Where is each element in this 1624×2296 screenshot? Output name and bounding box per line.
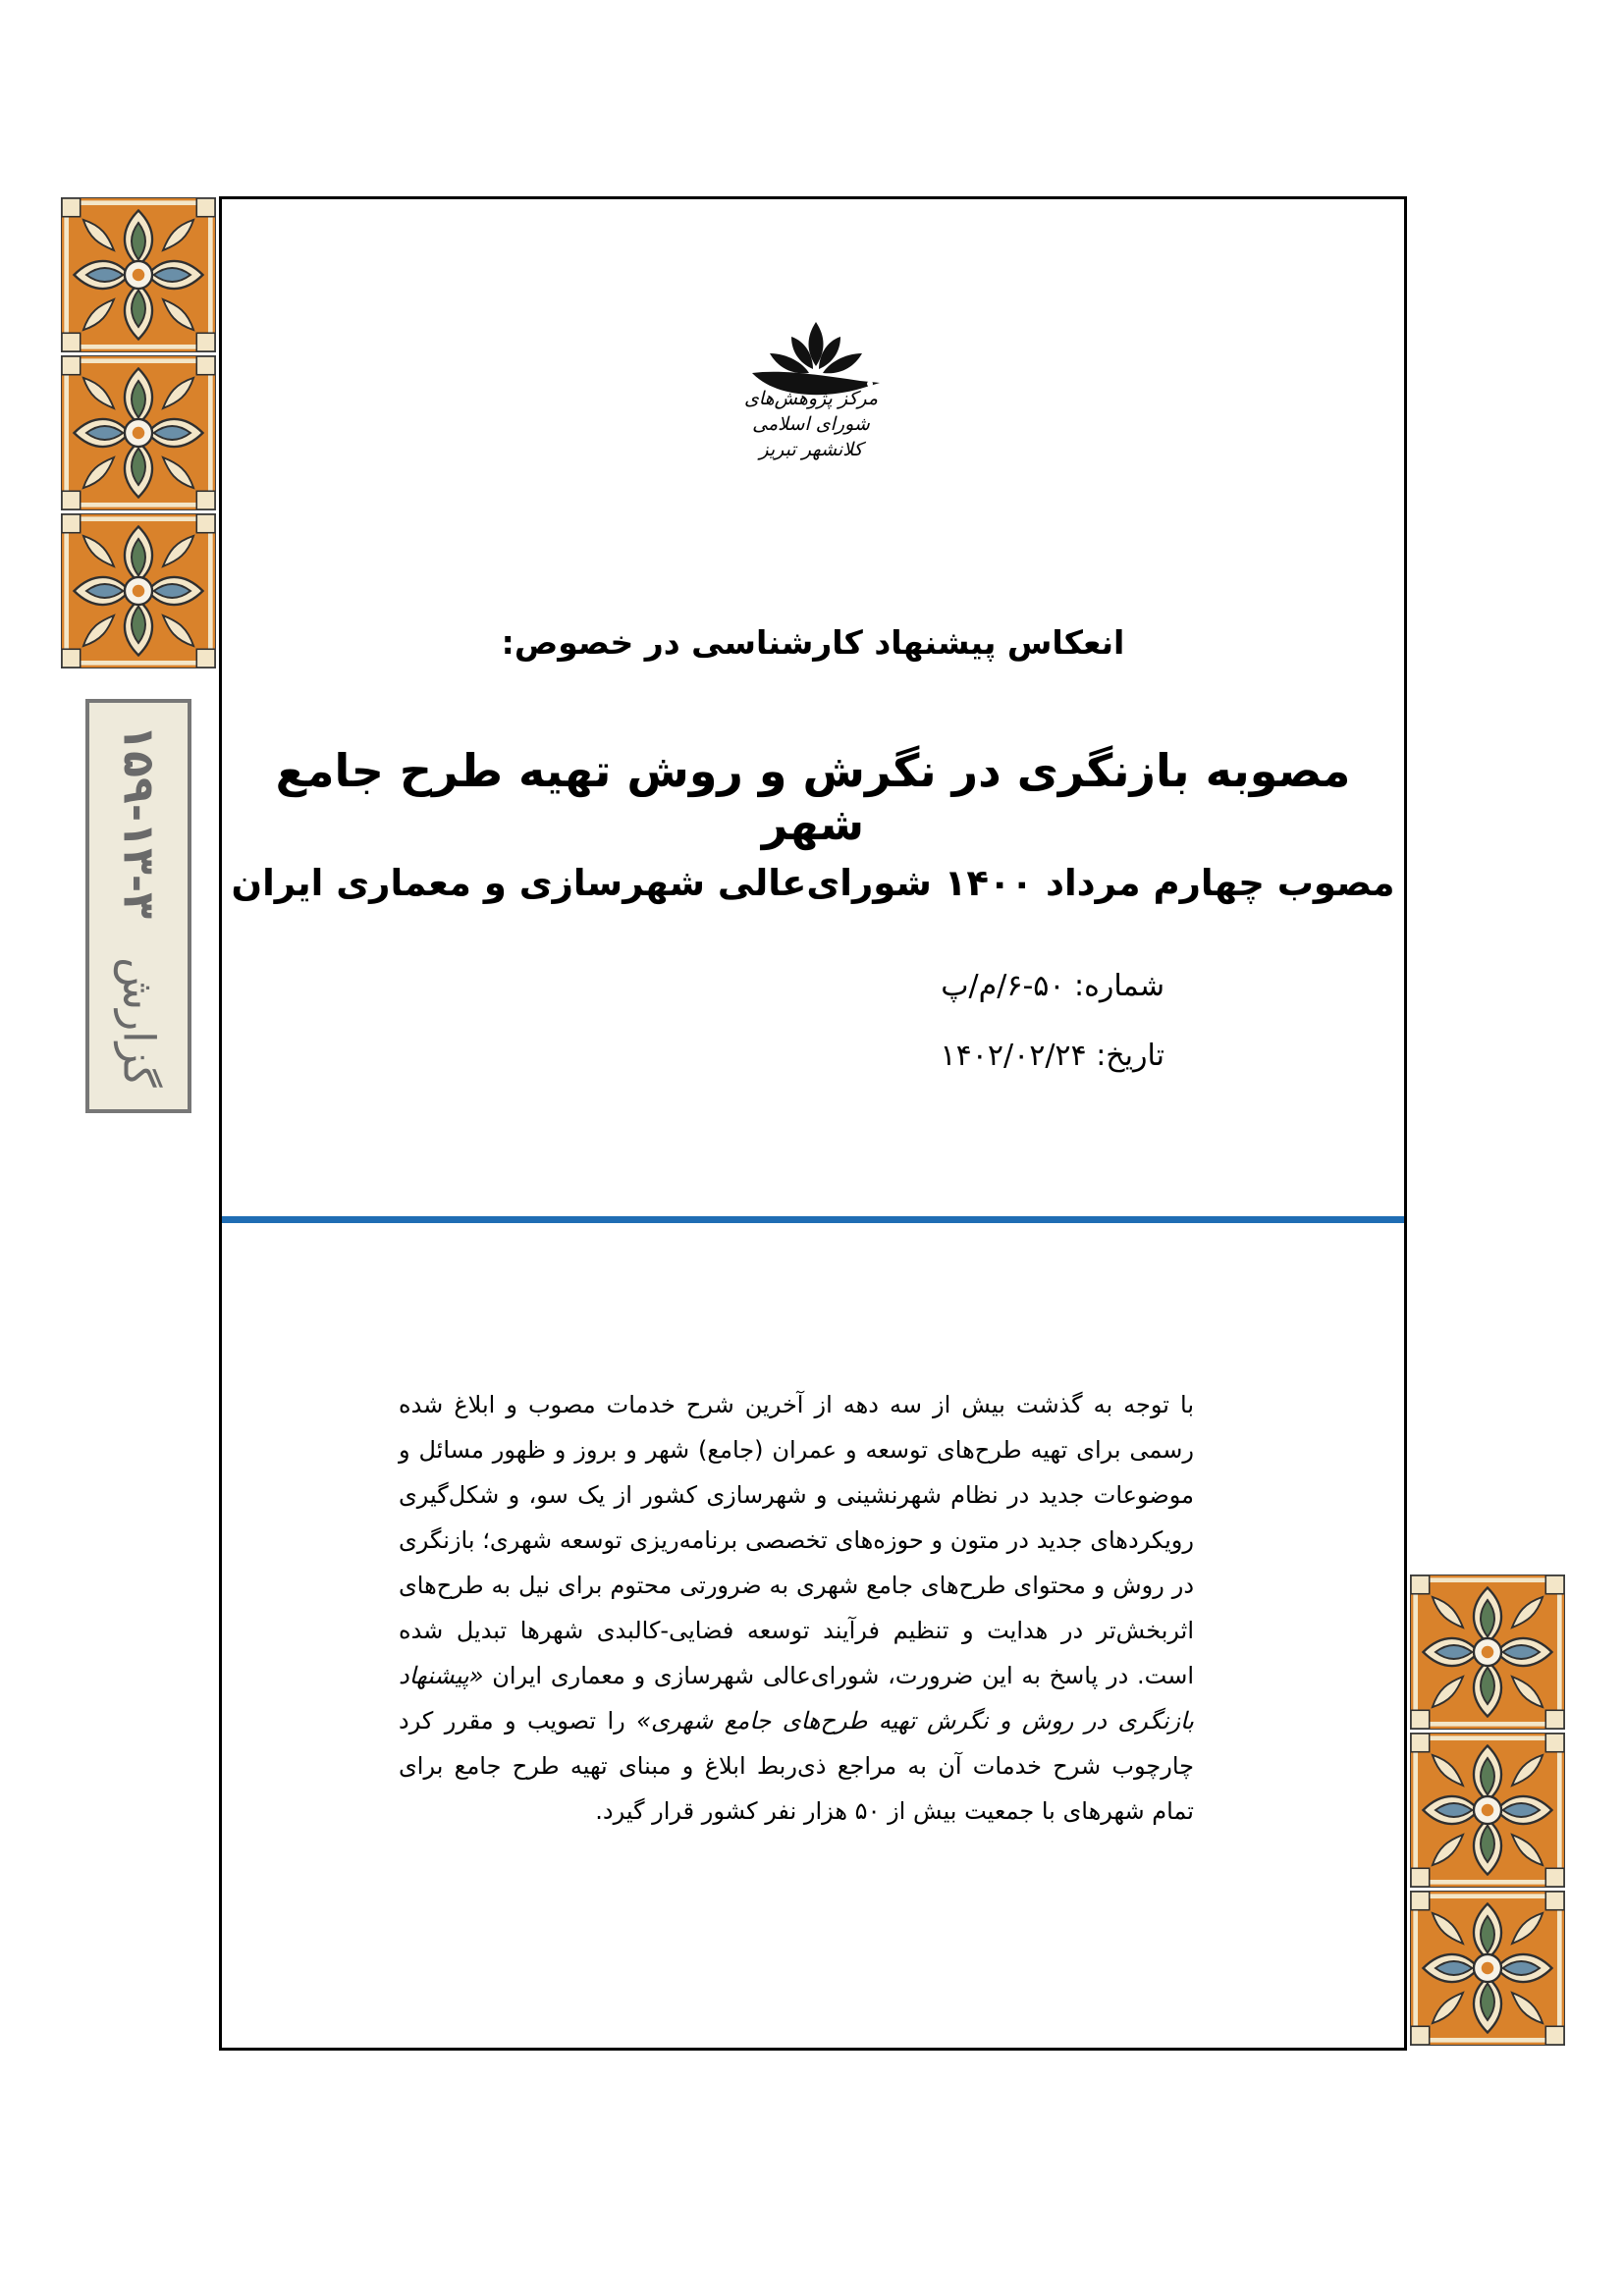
- ornament-tile-icon: [61, 355, 216, 510]
- report-label-box: [85, 699, 191, 1113]
- ornament-tile-icon: [61, 513, 216, 668]
- document-number: شماره: ۵۰-۶/م/پ: [941, 969, 1164, 1003]
- intro-line: انعکاس پیشنهاد کارشناسی در خصوص:: [501, 623, 1125, 662]
- body-text-part2: را تصویب و مقرر کرد چارچوب شرح خدمات آن به مراجع ذی‌ربط ابلاغ و مبنای تهیه طرح جامع برای تمام شهرهای با جمعیت بیش از ۵۰ هزار نفر کشور قرار گیرد.: [399, 1707, 1194, 1825]
- blue-divider: [222, 1216, 1404, 1223]
- logo-caption: [732, 386, 890, 462]
- report-label-number: ۳-۱۳-۱۵۹: [113, 724, 164, 919]
- document-title: مصوبه بازنگری در نگرش و روش تهیه طرح جامع شهر: [275, 744, 1351, 850]
- report-label: [114, 724, 164, 1087]
- document-date: تاریخ: ۱۴۰۲/۰۲/۲۴: [940, 1039, 1164, 1073]
- ornament-tiles-left: [61, 197, 216, 671]
- report-label-word: گزارش: [113, 957, 164, 1088]
- ornament-tiles-right: [1410, 1575, 1565, 2049]
- body-text-part1: با توجه به گذشت بیش از سه دهه از آخرین شرح خدمات مصوب و ابلاغ شده رسمی برای تهیه طرح‌های توسعه و عمران (جامع) شهر و بروز و ظهور مسائل و موضوعات جدید در نظام شهرنشینی و شهرسازی کشور از یک سو، و شکل‌گیری رویکردهای جدید در متون و حوزه‌های تخصصی برنامه‌ریزی توسعه شهری؛ بازنگری در روش و محتوای طرح‌های جامع شهری به ضرورتی محتوم برای نیل به طرح‌های اثربخش‌تر در هدایت و تنظیم فرآیند توسعه فضایی-کالبدی شهرها تبدیل شده است. در پاسخ به این ضرورت، شورای‌عالی شهرسازی و معماری ایران: [399, 1391, 1194, 1689]
- ornament-tile-icon: [1410, 1891, 1565, 2046]
- logo-caption-line2: کلانشهر تبریز: [759, 439, 863, 460]
- body-paragraph: [399, 1382, 1194, 1834]
- logo-caption-line1: مرکز پژوهش‌های شورای اسلامی: [743, 388, 879, 435]
- body-text-emphasis: «پیشنهاد بازنگری در روش و نگرش تهیه طرح‌های جامع شهری»: [399, 1662, 1194, 1735]
- ornament-tile-icon: [1410, 1733, 1565, 1888]
- page-frame: [219, 196, 1407, 2051]
- ornament-tile-icon: [61, 197, 216, 352]
- document-subtitle: مصوب چهارم مرداد ۱۴۰۰ شورای‌عالی شهرسازی و معماری ایران: [231, 862, 1395, 904]
- ornament-tile-icon: [1410, 1575, 1565, 1730]
